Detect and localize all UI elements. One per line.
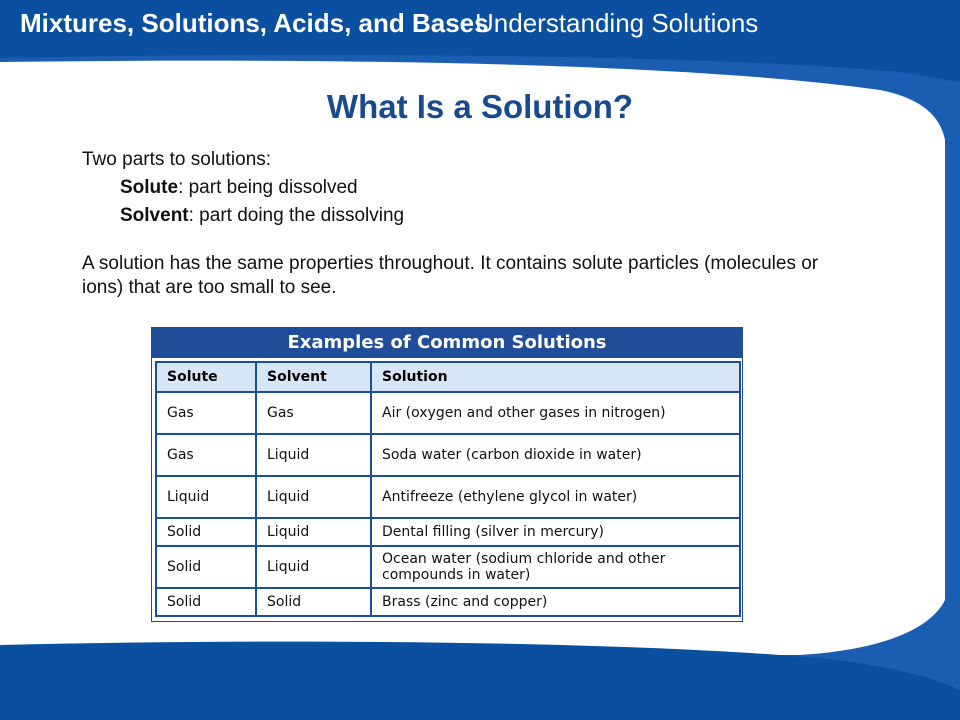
table-cell: Ocean water (sodium chloride and other compounds in water)	[371, 546, 740, 588]
table-cell: Solid	[156, 518, 256, 546]
table-cell: Gas	[156, 392, 256, 434]
solute-definition: : part being dissolved	[178, 177, 358, 198]
table-cell: Liquid	[256, 476, 371, 518]
table-row	[156, 518, 740, 546]
table-cell: Solid	[256, 588, 371, 616]
table-caption: Examples of Common Solutions	[152, 328, 742, 358]
table-header-row	[156, 362, 740, 392]
solvent-term: Solvent	[120, 205, 189, 226]
table-cell: Solid	[156, 588, 256, 616]
table-cell: Liquid	[256, 518, 371, 546]
course-title: Mixtures, Solutions, Acids, and Bases	[20, 8, 489, 38]
table-row	[156, 476, 740, 518]
table-cell: Solid	[156, 546, 256, 588]
section-title: Understanding Solutions	[475, 8, 759, 38]
intro-text: Two parts to solutions:	[82, 149, 272, 170]
slide-title: What Is a Solution?	[326, 88, 634, 125]
table-row	[156, 392, 740, 434]
solute-line	[82, 176, 862, 200]
table-cell: Liquid	[156, 476, 256, 518]
column-header-solution: Solution	[371, 362, 740, 392]
solute-term: Solute	[120, 177, 179, 198]
solutions-table	[151, 327, 743, 622]
table-cell: Gas	[256, 392, 371, 434]
solvent-definition: : part doing the dissolving	[188, 205, 405, 226]
table-cell: Gas	[156, 434, 256, 476]
table-cell: Brass (zinc and copper)	[371, 588, 740, 616]
slide-body	[82, 148, 862, 300]
table-cell: Antifreeze (ethylene glycol in water)	[371, 476, 740, 518]
solvent-line	[82, 204, 862, 228]
table-grid	[155, 361, 741, 617]
table-row	[156, 434, 740, 476]
table-cell: Liquid	[256, 434, 371, 476]
table-row	[156, 546, 740, 588]
column-header-solvent: Solvent	[256, 362, 371, 392]
table-cell: Dental filling (silver in mercury)	[371, 518, 740, 546]
table-cell: Liquid	[256, 546, 371, 588]
column-header-solute: Solute	[156, 362, 256, 392]
table-cell: Soda water (carbon dioxide in water)	[371, 434, 740, 476]
slide-header	[20, 8, 759, 39]
table-row	[156, 588, 740, 616]
table-cell: Air (oxygen and other gases in nitrogen)	[371, 392, 740, 434]
solution-paragraph: A solution has the same properties throughout. It contains solute particles (molecules or ions) that are too small to see.	[82, 253, 819, 298]
